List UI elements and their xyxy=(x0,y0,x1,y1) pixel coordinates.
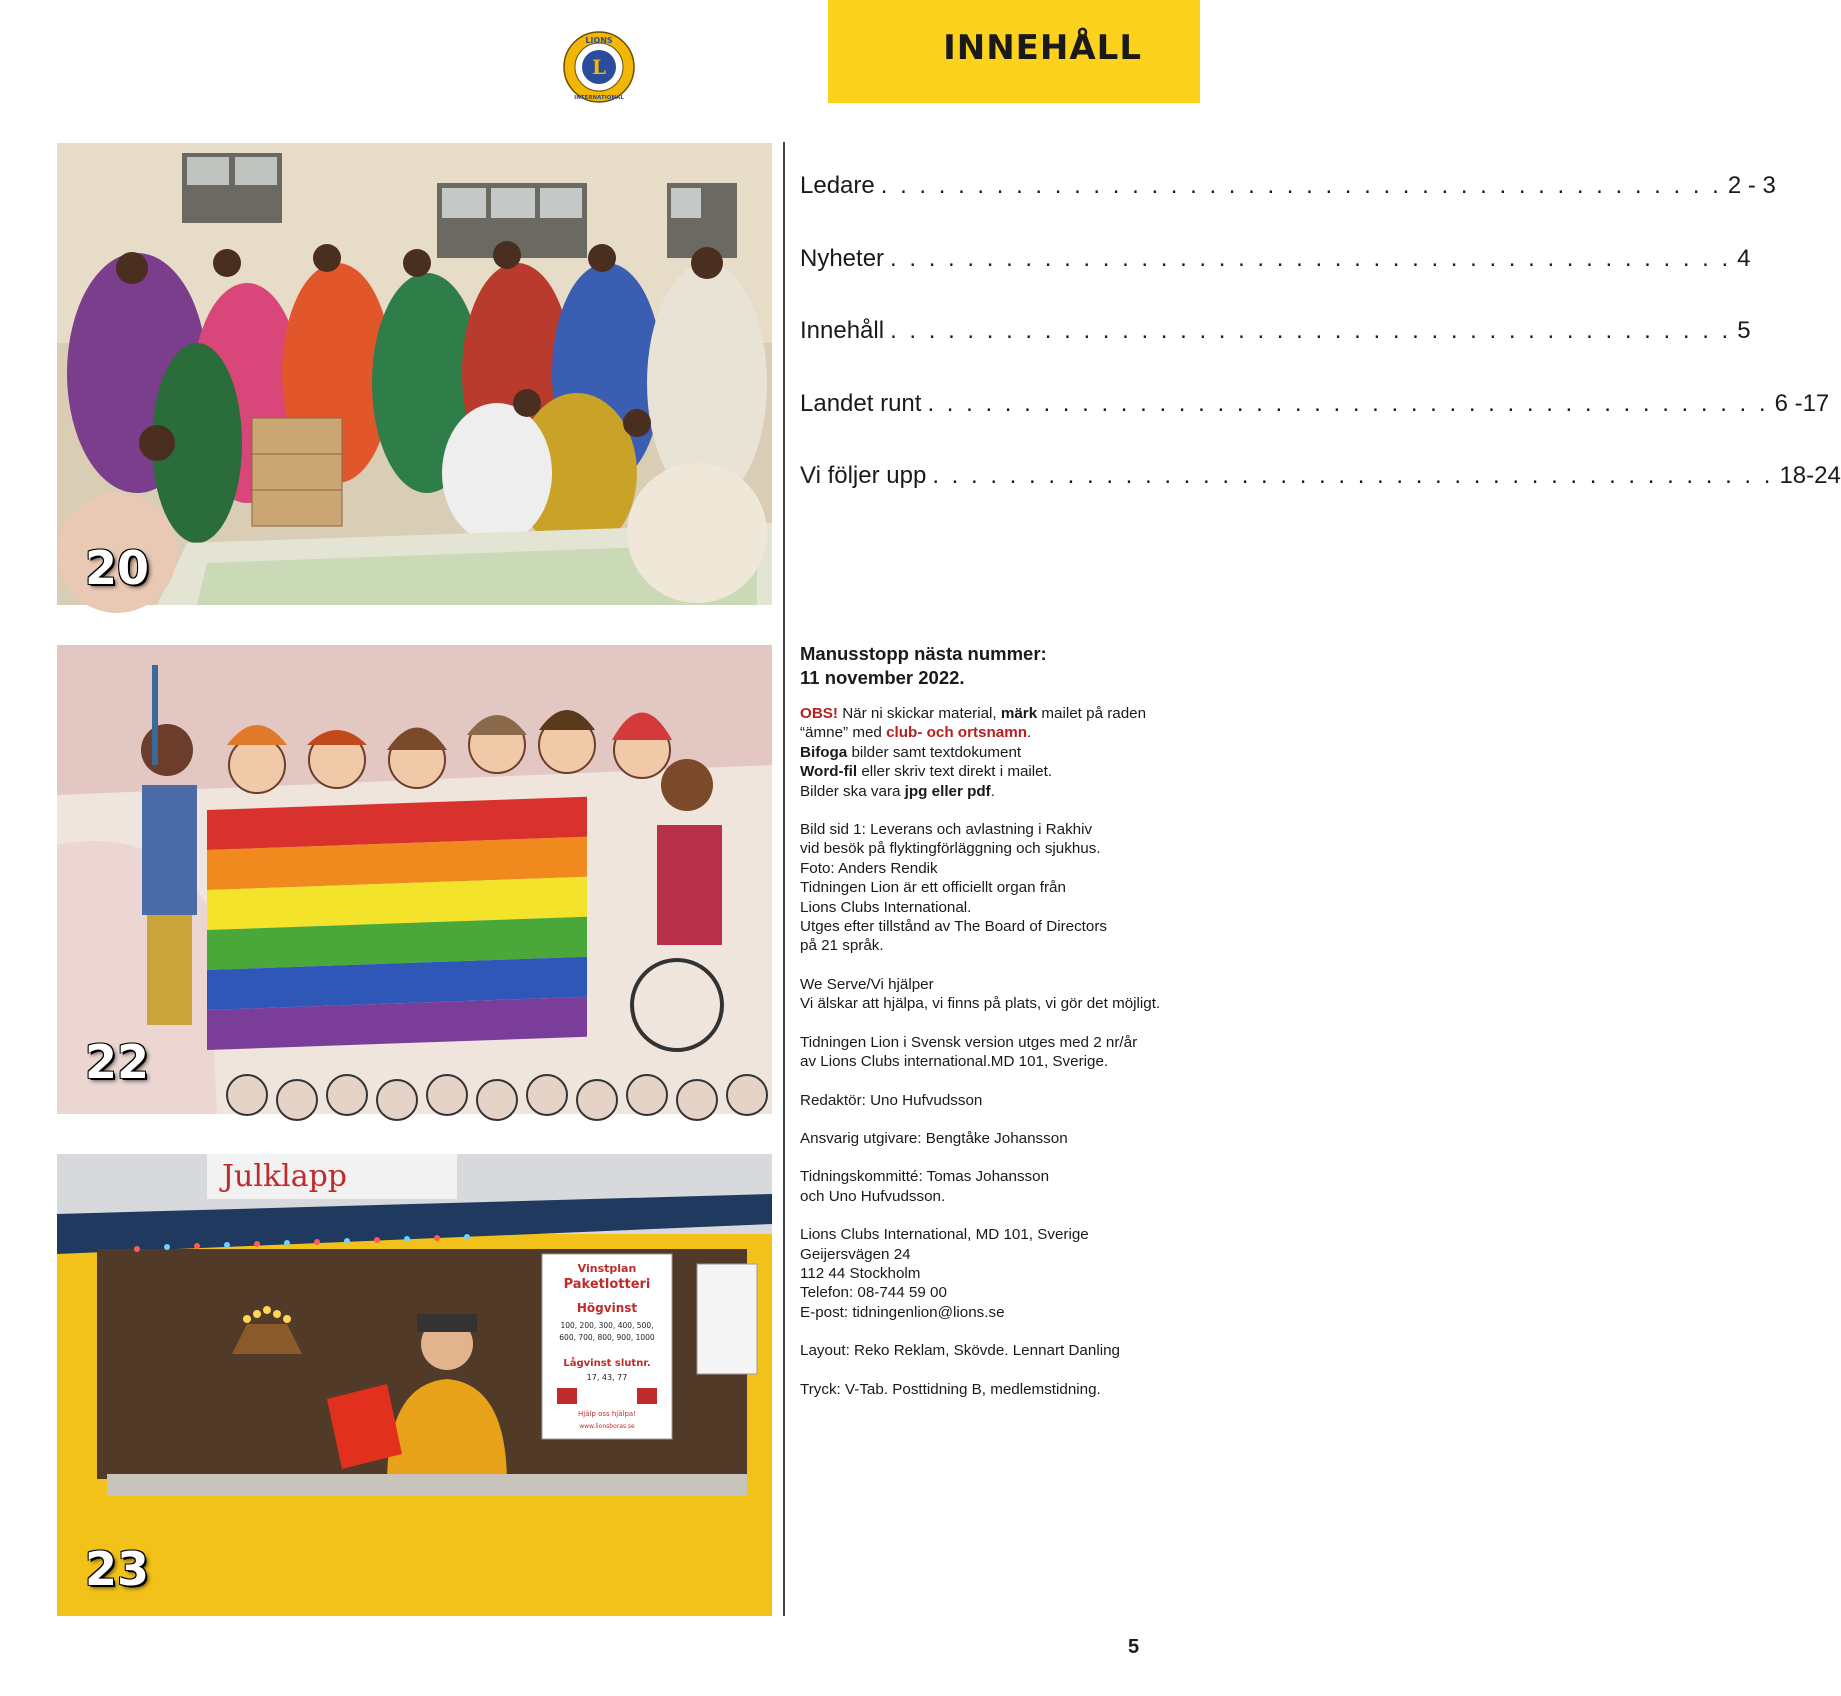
notice-text: eller skriv text direkt i mailet. xyxy=(857,763,1053,781)
address xyxy=(800,1225,1190,1322)
notice-text: . xyxy=(1027,724,1032,742)
photo-page-number: 23 xyxy=(85,1542,150,1596)
notice-bold: Word-fil xyxy=(800,763,858,781)
toc-entry-label: Landet runt xyxy=(800,389,922,417)
committee xyxy=(800,1167,1190,1206)
booth-sign-title2: Paketlotteri xyxy=(563,1277,651,1292)
info-line: We Serve/Vi hjälper xyxy=(800,975,934,993)
booth-sign-low: Lågvinst slutnr. xyxy=(563,1358,651,1369)
info-line: Geijersvägen 24 xyxy=(800,1245,911,1263)
toc-entry-page: 4 xyxy=(1737,244,1751,272)
logo-top-text: LIONS xyxy=(585,36,613,45)
notice-text: När ni skickar material, xyxy=(837,705,1001,722)
info-line: Tidningen Lion i Svensk version utges med 2 nr/år xyxy=(800,1033,1138,1051)
toc-leader-dots: . . . . . . . . . . . . . . . . . . . . . . . . . . . . . . . . . . . . . . . . . . . . xyxy=(890,317,1732,344)
obs-label: OBS! xyxy=(800,705,838,722)
info-line: Foto: Anders Rendik xyxy=(800,859,938,877)
photo-christmas-lottery-booth xyxy=(57,1154,772,1616)
info-line: av Lions Clubs international.MD 101, Sverige. xyxy=(800,1053,1109,1071)
info-line: 112 44 Stockholm xyxy=(800,1264,921,1282)
photo-women-seed-distribution xyxy=(57,143,772,605)
notice-text: . xyxy=(990,782,995,800)
submission-notice xyxy=(800,704,1190,801)
email-line[interactable]: E-post: tidningenlion@lions.se xyxy=(800,1303,1005,1321)
header-band xyxy=(828,0,1200,103)
photo-page-number: 22 xyxy=(85,1035,150,1089)
booth-sign-high-numbers-2: 600, 700, 800, 900, 1000 xyxy=(559,1333,655,1342)
info-line: Bild sid 1: Leverans och avlastning i Rakhiv xyxy=(800,821,1093,839)
lions-international-emblem-icon xyxy=(562,30,636,104)
toc-entry-page: 18-24 xyxy=(1779,462,1841,489)
notice-text: bilder samt textdokument xyxy=(847,743,1022,761)
notice-text: mailet på raden “ämne” med xyxy=(800,705,1147,742)
photo-page-number: 20 xyxy=(85,541,150,595)
toc-leader-dots: . . . . . . . . . . . . . . . . . . . . . . . . . . . . . . . . . . . . . . . . . . . . xyxy=(880,172,1722,199)
booth-sign-high-numbers-1: 100, 200, 300, 400, 500, xyxy=(560,1321,654,1330)
logo-bottom-text: INTERNATIONAL xyxy=(574,95,624,101)
toc-entry-label: Vi följer upp xyxy=(800,462,927,489)
info-line: Vi älskar att hjälpa, vi finns på plats, vi gör det möjligt. xyxy=(800,995,1161,1013)
booth-sign-high: Högvinst xyxy=(576,1301,638,1315)
toc-leader-dots: . . . . . . . . . . . . . . . . . . . . . . . . . . . . . . . . . . . . . . . . . . . . xyxy=(890,244,1732,272)
notice-bold: Bifoga xyxy=(800,743,848,761)
page-number: 5 xyxy=(1128,1636,1140,1658)
info-line: Telefon: 08-744 59 00 xyxy=(800,1284,947,1302)
info-line: Utges efter tillstånd av The Board of Directors xyxy=(800,918,1107,936)
booth-sign-site: www.lionsboras.se xyxy=(579,1423,635,1430)
booth-sign-help: Hjälp oss hjälpa! xyxy=(577,1410,637,1418)
notice-bold: märk xyxy=(1000,705,1038,722)
print-credit: Tryck: V-Tab. Posttidning B, medlemstidning. xyxy=(800,1380,1101,1398)
publisher: Ansvarig utgivare: Bengtåke Johansson xyxy=(800,1129,1068,1147)
toc-entry-label: Ledare xyxy=(800,172,875,199)
layout-credit: Layout: Reko Reklam, Skövde. Lennart Danling xyxy=(800,1342,1120,1360)
toc-entry[interactable] xyxy=(800,462,1841,535)
toc-entry[interactable] xyxy=(800,172,1776,245)
info-line: Tidningskommitté: Tomas Johansson xyxy=(800,1168,1050,1186)
info-line: Lions Clubs International. xyxy=(800,898,972,916)
logo-center-letter: L xyxy=(591,55,607,79)
photo-rainbow-flag-drawing xyxy=(57,645,772,1114)
column-divider xyxy=(783,142,785,1616)
toc-entry[interactable] xyxy=(800,244,1751,318)
booth-sign-title1: Vinstplan xyxy=(577,1262,637,1275)
edition-info xyxy=(800,1033,1190,1072)
info-line: Tidningen Lion är ett officiellt organ från xyxy=(800,879,1066,897)
table-of-contents xyxy=(800,172,1841,535)
info-line: och Uno Hufvudsson. xyxy=(800,1187,946,1205)
toc-entry-label: Nyheter xyxy=(800,244,885,272)
toc-entry[interactable] xyxy=(800,317,1751,390)
toc-entry-label: Innehåll xyxy=(800,317,885,344)
notice-bold: jpg eller pdf xyxy=(904,782,991,800)
toc-entry[interactable] xyxy=(800,389,1830,463)
notice-text: Bilder ska vara xyxy=(800,782,905,800)
booth-banner-text: Julklapp xyxy=(222,1159,348,1194)
toc-entry-page: 5 xyxy=(1737,317,1751,344)
deadline-line: Manusstopp nästa nummer: xyxy=(800,643,1047,664)
page-title: INNEHÅLL xyxy=(943,28,1142,68)
editor: Redaktör: Uno Hufvudsson xyxy=(800,1091,983,1109)
booth-sign-low-numbers: 17, 43, 77 xyxy=(586,1373,628,1382)
toc-leader-dots: . . . . . . . . . . . . . . . . . . . . . . . . . . . . . . . . . . . . . . . . . . . . xyxy=(927,389,1769,417)
cover-info xyxy=(800,820,1190,956)
info-line: på 21 språk. xyxy=(800,937,884,955)
toc-leader-dots: . . . . . . . . . . . . . . . . . . . . . . . . . . . . . . . . . . . . . . . . . . . . xyxy=(932,462,1774,489)
toc-entry-page: 6 -17 xyxy=(1774,389,1830,417)
motto xyxy=(800,975,1190,1014)
notice-highlight: club- och ortsnamn xyxy=(886,724,1028,742)
toc-entry-page: 2 - 3 xyxy=(1727,172,1776,199)
colophon xyxy=(800,642,1190,1418)
deadline-date: 11 november 2022. xyxy=(800,667,965,688)
info-line: vid besök på flyktingförläggning och sjukhus. xyxy=(800,840,1101,858)
info-line: Lions Clubs International, MD 101, Sverige xyxy=(800,1226,1089,1244)
manuscript-deadline xyxy=(800,642,1190,690)
